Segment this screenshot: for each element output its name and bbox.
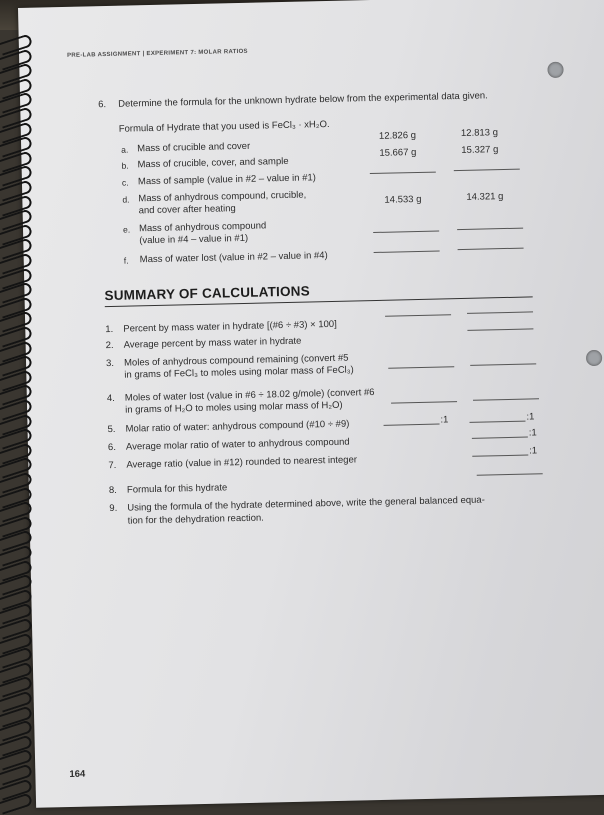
row-a-label: Mass of crucible and cover bbox=[137, 140, 251, 155]
summary-8-blank bbox=[477, 473, 543, 475]
row-b-letter: b. bbox=[121, 160, 129, 171]
row-d-value-2: 14.321 g bbox=[466, 191, 504, 203]
summary-9-text-2: tion for the dehydration reaction. bbox=[127, 512, 265, 527]
row-b-value-2: 15.327 g bbox=[461, 144, 499, 156]
workbook-page bbox=[18, 0, 604, 808]
row-b-value-1: 15.667 g bbox=[379, 147, 417, 159]
summary-4-blank-1 bbox=[391, 401, 457, 403]
summary-3-text: Moles of anhydrous compound remaining (convert #5 bbox=[123, 352, 349, 369]
row-d-value-1: 14.533 g bbox=[384, 193, 422, 206]
summary-5-ratio-1: :1 bbox=[440, 414, 449, 426]
row-d-label-2: and cover after heating bbox=[138, 203, 236, 217]
row-f-label: Mass of water lost (value in #2 – value in #4) bbox=[139, 250, 328, 266]
summary-1-blank-1 bbox=[385, 314, 451, 316]
summary-3-text-2: in grams of FeCl₃ to moles using molar mass of FeCl₃) bbox=[124, 364, 354, 381]
summary-7-number: 7. bbox=[108, 459, 117, 472]
punch-hole-top bbox=[547, 62, 563, 78]
summary-7-blank bbox=[472, 455, 528, 457]
page-number: 164 bbox=[69, 768, 86, 781]
row-e-letter: e. bbox=[122, 224, 131, 235]
row-e-label: Mass of anhydrous compound bbox=[138, 220, 267, 235]
q6-prompt: Determine the formula for the unknown hydrate below from the experimental data given. bbox=[118, 90, 488, 110]
spiral-binding bbox=[0, 30, 34, 810]
row-c-blank-2 bbox=[454, 169, 520, 171]
summary-1-blank-2 bbox=[467, 311, 533, 313]
summary-5-blank-1 bbox=[384, 424, 440, 426]
summary-3-blank-1 bbox=[388, 366, 454, 368]
row-b-label: Mass of crucible, cover, and sample bbox=[137, 155, 289, 171]
punch-hole-middle bbox=[586, 350, 602, 366]
summary-6-number: 6. bbox=[107, 441, 117, 454]
summary-4-number: 4. bbox=[106, 392, 115, 405]
summary-4-text-2: in grams of H₂O to moles using molar mass of H₂O) bbox=[125, 399, 343, 416]
summary-4-text: Moles of water lost (value in #6 ÷ 18.02 g/mole) (convert #6 bbox=[124, 387, 375, 404]
summary-3-blank-2 bbox=[470, 363, 536, 365]
row-d-letter: d. bbox=[122, 194, 130, 205]
row-f-letter: f. bbox=[123, 255, 129, 266]
row-e-label-2: (value in #4 – value in #1) bbox=[139, 232, 249, 247]
summary-9-text: Using the formula of the hydrate determined above, write the general balanced equa- bbox=[127, 494, 485, 514]
row-c-blank-1 bbox=[370, 172, 436, 174]
q6-number: 6. bbox=[98, 99, 107, 111]
summary-1-text: Percent by mass water in hydrate [(#6 ÷ #3) × 100] bbox=[123, 318, 337, 335]
summary-5-blank-2 bbox=[470, 421, 526, 423]
summary-5-ratio-2: :1 bbox=[526, 411, 535, 423]
summary-7-text: Average ratio (value in #12) rounded to nearest integer bbox=[126, 454, 358, 471]
row-c-letter: c. bbox=[121, 177, 129, 188]
summary-2-text: Average percent by mass water in hydrate bbox=[123, 335, 302, 351]
summary-8-text: Formula for this hydrate bbox=[126, 482, 228, 496]
summary-9-number: 9. bbox=[109, 502, 118, 515]
row-e-blank-1 bbox=[373, 231, 439, 233]
row-f-blank-1 bbox=[374, 250, 440, 252]
summary-5-number: 5. bbox=[107, 423, 116, 436]
summary-6-blank bbox=[472, 437, 528, 439]
row-a-value-2: 12.813 g bbox=[460, 127, 499, 139]
summary-2-blank bbox=[467, 328, 533, 330]
summary-8-number: 8. bbox=[108, 484, 118, 497]
row-c-label: Mass of sample (value in #2 – value in #1) bbox=[137, 172, 317, 188]
row-f-blank-2 bbox=[458, 248, 524, 250]
summary-title: SUMMARY OF CALCULATIONS bbox=[104, 283, 311, 304]
summary-4-blank-2 bbox=[473, 398, 539, 400]
row-e-blank-2 bbox=[457, 228, 523, 230]
summary-6-text: Average molar ratio of water to anhydrous compound bbox=[125, 436, 350, 453]
summary-1-number: 1. bbox=[105, 323, 114, 336]
summary-5-text: Molar ratio of water: anhydrous compound (#10 ÷ #9) bbox=[125, 418, 350, 435]
hydrate-formula-label: Formula of Hydrate that you used is FeCl₃ · xH₂O. bbox=[118, 118, 330, 135]
summary-2-number: 2. bbox=[105, 339, 114, 352]
summary-7-ratio: :1 bbox=[529, 445, 538, 457]
summary-3-number: 3. bbox=[105, 357, 115, 370]
row-a-letter: a. bbox=[121, 144, 129, 155]
row-d-label: Mass of anhydrous compound, crucible, bbox=[138, 189, 307, 205]
row-a-value-1: 12.826 g bbox=[378, 130, 417, 142]
page-header: PRE-LAB ASSIGNMENT | EXPERIMENT 7: MOLAR RATIOS bbox=[67, 48, 248, 59]
summary-6-ratio: :1 bbox=[528, 427, 537, 439]
